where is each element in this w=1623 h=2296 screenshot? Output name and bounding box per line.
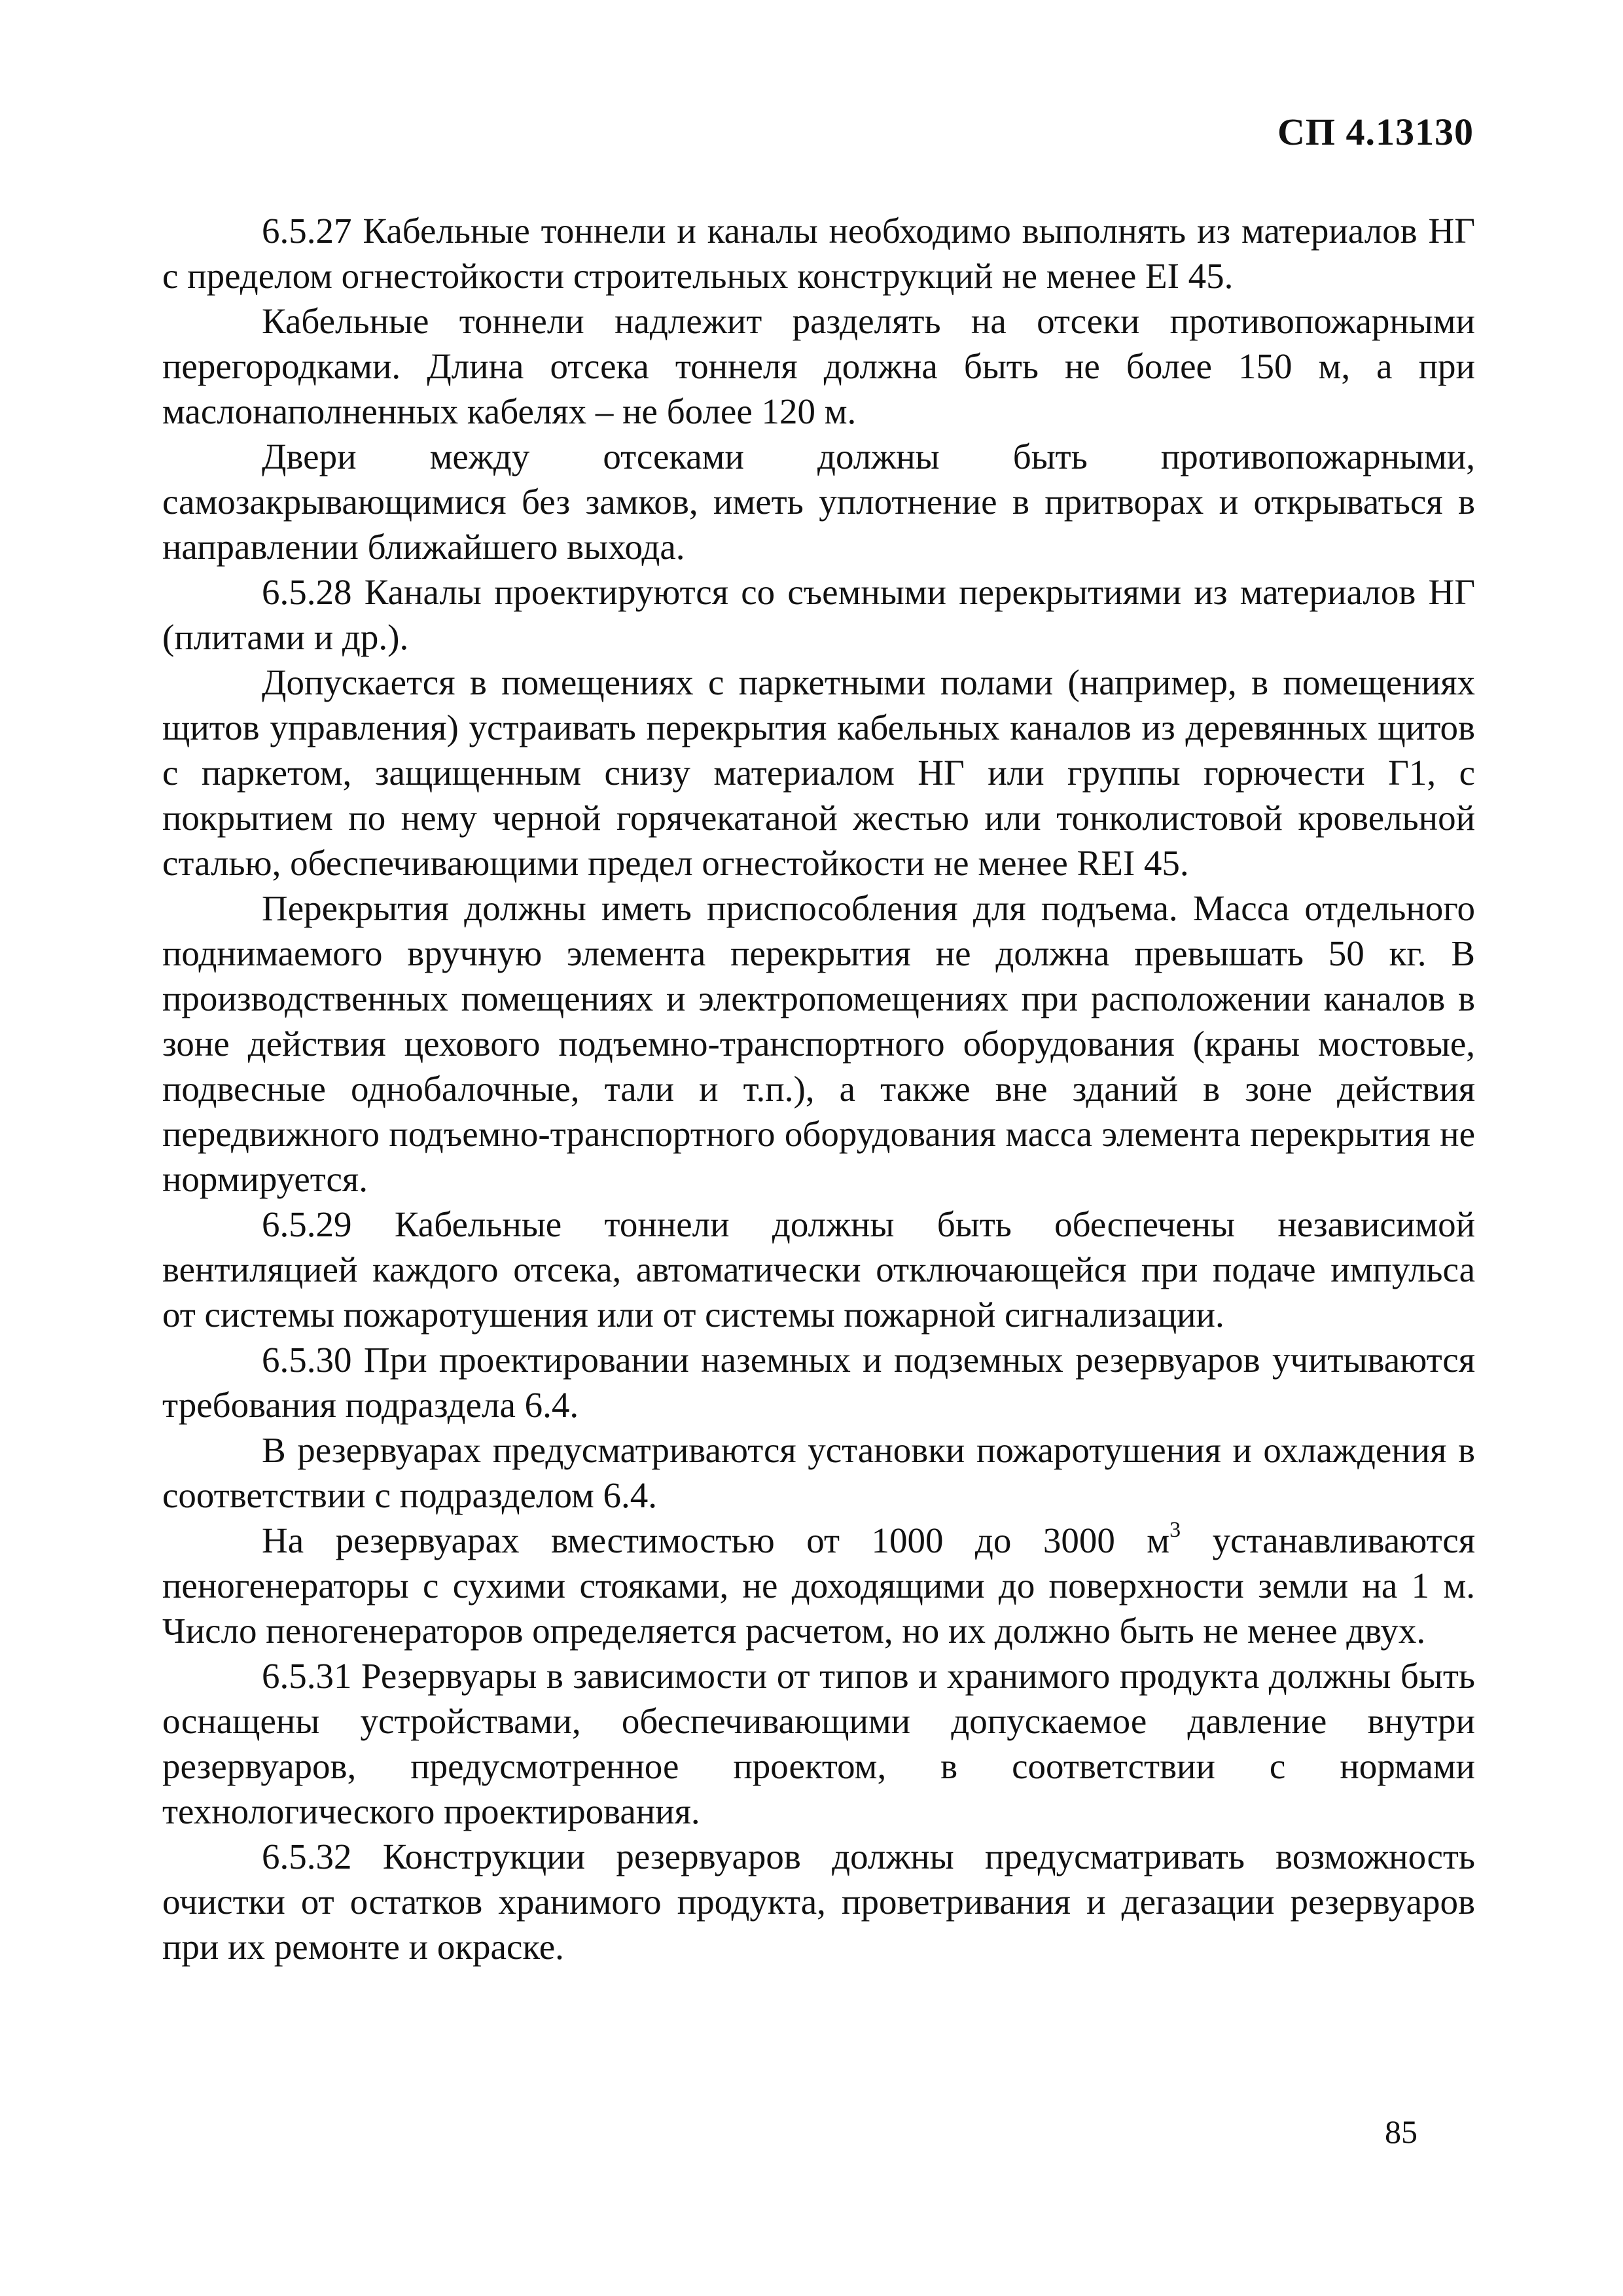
page-number: 85 — [1385, 2113, 1418, 2150]
paragraph-6-5-32: 6.5.32 Конструкции резервуаров должны предусматривать возможность очистки от остатков хранимого продукта, проветривания и дегазации резервуаров при их ремонте и окраске. — [162, 1837, 1475, 1967]
document-code-header: СП 4.13130 — [1277, 111, 1474, 153]
cubic-superscript: 3 — [1169, 1518, 1181, 1542]
paragraph-6-5-29: 6.5.29 Кабельные тоннели должны быть обеспечены независимой вентиляцией каждого отсека, автоматически отключающейся при подаче импульса от системы пожаротушения или от системы пожарной сигнализации. — [162, 1204, 1475, 1335]
paragraph-6-5-31: 6.5.31 Резервуары в зависимости от типов и хранимого продукта должны быть оснащены устройствами, обеспечивающими допускаемое давление внутри резервуаров, предусмотренное проектом, в соответствии с нормами технологического проектирования. — [162, 1656, 1475, 1831]
foam-generators-text-start: На резервуарах вместимостью от 1000 до 3000 м — [262, 1520, 1170, 1560]
paragraph-parquet-floors: Допускается в помещениях с паркетными полами (например, в помещениях щитов управления) устраивать перекрытия кабельных каналов из деревянных щитов с паркетом, защищенным снизу материалом НГ или группы горючести Г1, с покрытием по нему черной горячекатаной жестью или тонколистовой кровельной сталью, обеспечивающими предел огнестойкости не менее REI 45. — [162, 662, 1475, 883]
document-body — [162, 208, 1475, 1969]
paragraph-6-5-28: 6.5.28 Каналы проектируются со съемными перекрытиями из материалов НГ (плитами и др.). — [162, 572, 1475, 657]
paragraph-6-5-30: 6.5.30 При проектировании наземных и подземных резервуаров учитываются требования подраздела 6.4. — [162, 1340, 1475, 1425]
paragraph-tank-extinguishing: В резервуарах предусматриваются установки пожаротушения и охлаждения в соответствии с подразделом 6.4. — [162, 1430, 1475, 1515]
paragraph-6-5-27: 6.5.27 Кабельные тоннели и каналы необходимо выполнять из материалов НГ с пределом огнестойкости строительных конструкций не менее EI 45. — [162, 211, 1475, 296]
paragraph-lifting-devices: Перекрытия должны иметь приспособления для подъема. Масса отдельного поднимаемого вручную элемента перекрытия не должна превышать 50 кг. В производственных помещениях и электропомещениях при расположении каналов в зоне действия цехового подъемно-транспортного оборудования (краны мостовые, подвесные однобалочные, тали и т.п.), а также вне зданий в зоне действия передвижного подъемно-транспортного оборудования масса элемента перекрытия не нормируется. — [162, 888, 1475, 1199]
paragraph-foam-generators — [162, 1518, 1475, 1653]
paragraph-doors: Двери между отсеками должны быть противопожарными, самозакрывающимися без замков, иметь уплотнение в притворах и открываться в направлении ближайшего выхода. — [162, 437, 1475, 567]
paragraph-tunnel-compartments: Кабельные тоннели надлежит разделять на отсеки противопожарными перегородками. Длина отсека тоннеля должна быть не более 150 м, а при маслонаполненных кабелях – не более 120 м. — [162, 301, 1475, 431]
foam-generators-text-end: устанавливаются пеногенераторы с сухими стояками, не доходящими до поверхности земли на 1 м. Число пеногенераторов определяется расчетом, но их должно быть не менее двух. — [162, 1520, 1475, 1651]
